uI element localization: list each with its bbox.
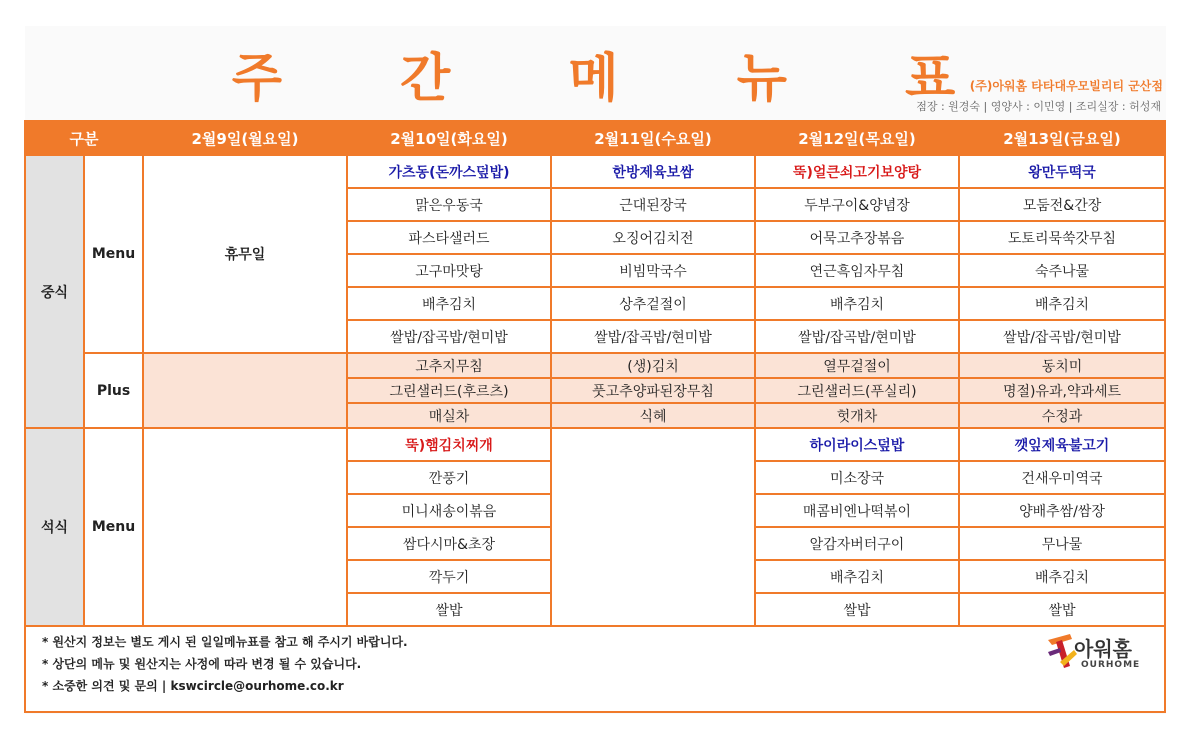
menu-cell: 쌈다시마&초장 [347,527,551,560]
menu-cell: 알감자버터구이 [755,527,959,560]
holiday-cell: 휴무일 [143,155,347,353]
day-header-fri: 2월13일(금요일) [959,121,1165,155]
menu-cell: 깻잎제육불고기 [959,428,1165,461]
menu-cell: 왕만두떡국 [959,155,1165,188]
plus-cell: 고추지무침 [347,353,551,378]
menu-cell: 뚝)얼큰쇠고기보양탕 [755,155,959,188]
menu-cell: 배추김치 [959,560,1165,593]
menu-cell: 비빔막국수 [551,254,755,287]
plus-cell: 그린샐러드(후르츠) [347,378,551,403]
header-row [25,121,1165,155]
logo-sub: OURHOME [1081,660,1141,670]
day-header-wed: 2월11일(수요일) [551,121,755,155]
day-header-mon: 2월9일(월요일) [143,121,347,155]
menu-cell: 한방제육보쌈 [551,155,755,188]
plus-cell: 명절)유과,약과세트 [959,378,1165,403]
note-change: * 상단의 메뉴 및 원산지는 사정에 따라 변경 될 수 있습니다. [42,657,362,671]
plus-cell: 그린샐러드(푸실리) [755,378,959,403]
menu-cell: 두부구이&양념장 [755,188,959,221]
menu-cell: 상추겉절이 [551,287,755,320]
plus-cell: 풋고추양파된장무침 [551,378,755,403]
menu-cell: 하이라이스덮밥 [755,428,959,461]
menu-cell: 연근흑임자무침 [755,254,959,287]
lunch-menu-label: Menu [84,155,143,353]
note-contact: * 소중한 의견 및 문의 | kswcircle@ourhome.co.kr [42,679,344,693]
notes [42,631,408,697]
dinner-label: 석식 [25,428,84,626]
plus-cell: 동치미 [959,353,1165,378]
plus-cell: 매실차 [347,403,551,428]
menu-cell: 파스타샐러드 [347,221,551,254]
logo-name: 아워홈 [1074,637,1132,661]
plus-cell: 식혜 [551,403,755,428]
plus-row [25,353,1165,378]
menu-cell: 모둠전&간장 [959,188,1165,221]
category-header: 구분 [25,121,143,155]
dinner-mon-empty [143,428,347,626]
day-header-tue: 2월10일(화요일) [347,121,551,155]
plus-cell: 헛개차 [755,403,959,428]
company-name: (주)아워홈 타타대우모빌리티 군산점 [969,79,1163,93]
menu-cell: 쌀밥 [959,593,1165,626]
menu-cell: 미니새송이볶음 [347,494,551,527]
page-title: 주 간 메 뉴 표 [231,49,1006,109]
menu-cell: 가츠동(돈까스덮밥) [347,155,551,188]
menu-cell: 고구마맛탕 [347,254,551,287]
table-row [25,155,1165,188]
menu-cell: 뚝)햄김치찌개 [347,428,551,461]
plus-empty-cell [143,353,347,428]
menu-cell: 건새우미역국 [959,461,1165,494]
plus-cell: (생)김치 [551,353,755,378]
menu-cell: 어묵고추장볶음 [755,221,959,254]
menu-cell: 근대된장국 [551,188,755,221]
menu-cell: 배추김치 [347,287,551,320]
menu-cell: 배추김치 [959,287,1165,320]
menu-cell: 양배추쌈/쌈장 [959,494,1165,527]
plus-cell: 수정과 [959,403,1165,428]
logo-mark-purple [1048,648,1061,656]
menu-cell: 무나물 [959,527,1165,560]
menu-cell: 쌀밥/잡곡밥/현미밥 [959,320,1165,353]
menu-cell: 깐풍기 [347,461,551,494]
menu-cell: 맑은우동국 [347,188,551,221]
dinner-menu-label: Menu [84,428,143,626]
table-row [25,428,1165,461]
note-origin: * 원산지 정보는 별도 게시 된 일일메뉴표를 참고 해 주시기 바랍니다. [42,635,408,649]
dinner-wed-empty [551,428,755,626]
menu-cell: 도토리묵쑥갓무침 [959,221,1165,254]
lunch-plus-label: Plus [84,353,143,428]
menu-cell: 깍두기 [347,560,551,593]
lunch-label: 중식 [25,155,84,428]
menu-cell: 쌀밥 [755,593,959,626]
menu-cell: 매콤비엔나떡볶이 [755,494,959,527]
menu-cell: 미소장국 [755,461,959,494]
menu-cell: 배추김치 [755,560,959,593]
day-header-thu: 2월12일(목요일) [755,121,959,155]
menu-cell: 숙주나물 [959,254,1165,287]
staff-info: 점장 : 원경숙 | 영양사 : 이민영 | 조리실장 : 허성재 [916,100,1161,113]
menu-cell: 쌀밥/잡곡밥/현미밥 [347,320,551,353]
menu-cell: 쌀밥 [347,593,551,626]
plus-cell: 열무겉절이 [755,353,959,378]
weekly-menu-table [24,120,1166,627]
menu-cell: 쌀밥/잡곡밥/현미밥 [551,320,755,353]
menu-cell: 쌀밥/잡곡밥/현미밥 [755,320,959,353]
menu-cell: 오징어김치전 [551,221,755,254]
menu-cell: 배추김치 [755,287,959,320]
